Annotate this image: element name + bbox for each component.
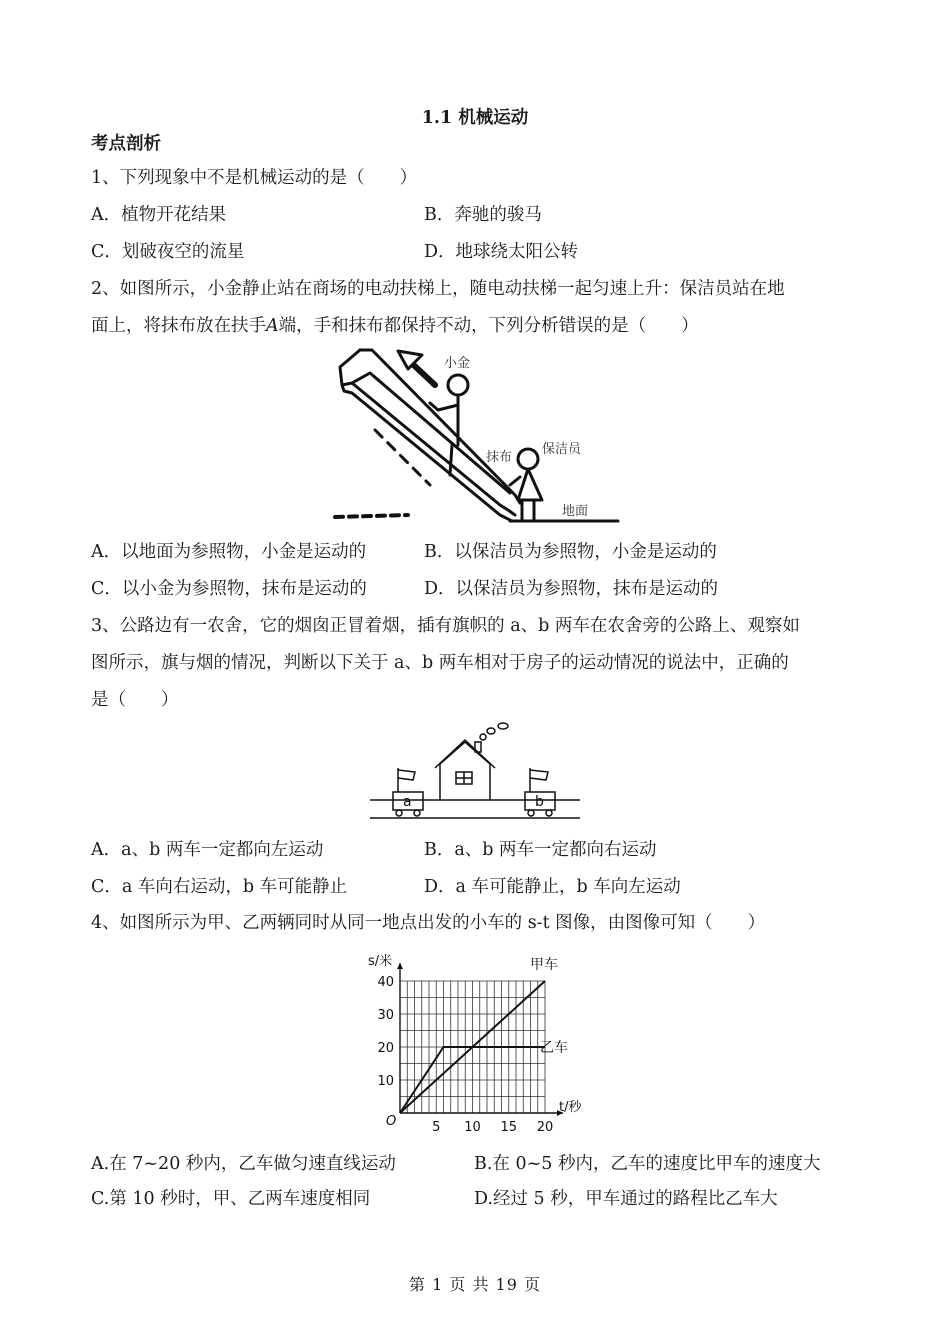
y-tick-label: 30 xyxy=(377,1008,394,1023)
house-window-frame xyxy=(456,772,472,784)
car-a-flag xyxy=(398,770,415,780)
q3-option-c: C．a 车向右运动，b 车可能静止 xyxy=(91,877,348,897)
dashed-guide-2 xyxy=(335,515,408,517)
house-cars-figure xyxy=(365,720,585,825)
car-b-flag xyxy=(530,770,548,780)
car-a-label: a xyxy=(403,794,412,810)
q3-option-a: A．a、b 两车一定都向左运动 xyxy=(91,840,324,860)
y-tick-label: 20 xyxy=(377,1041,394,1056)
person-head xyxy=(448,375,468,395)
series-label: 甲车 xyxy=(530,957,558,973)
series-label: 乙车 xyxy=(540,1040,568,1056)
car-a-wheel-1 xyxy=(396,810,402,816)
q2-stem-text: 面上，将抹布放在扶手 xyxy=(91,316,266,336)
q3-stem-line3: 是（ ） xyxy=(91,690,179,710)
q3-option-b: B．a、b 两车一定都向右运动 xyxy=(424,840,657,860)
escalator-figure xyxy=(330,345,620,525)
q1-option-d: D．地球绕太阳公转 xyxy=(424,242,579,262)
q4-option-b: B.在 0~5 秒内，乙车的速度比甲车的速度大 xyxy=(474,1154,821,1174)
q4-option-d: D.经过 5 秒，甲车通过的路程比乙车大 xyxy=(474,1189,778,1209)
house-body xyxy=(440,742,490,800)
q4-stem: 4、如图所示为甲、乙两辆同时从同一地点出发的小车的 s-t 图像，由图像可知（ ） xyxy=(91,913,766,933)
page-footer: 第 1 页 共 19 页 xyxy=(409,1275,541,1294)
q2-stem-line1: 2、如图所示，小金静止站在商场的电动扶梯上，随电动扶梯一起匀速上升：保洁员站在地 xyxy=(91,279,785,299)
q4-option-a: A.在 7~20 秒内，乙车做匀速直线运动 xyxy=(91,1154,396,1174)
y-axis-label: s/米 xyxy=(368,954,393,969)
q4-option-c: C.第 10 秒时，甲、乙两车速度相同 xyxy=(91,1189,371,1209)
car-b-wheel-2 xyxy=(546,810,552,816)
y-axis-arrow xyxy=(397,963,403,969)
q2-stem-text-end: 端，手和抹布都保持不动，下列分析错误的是（ ） xyxy=(278,316,699,336)
label-person: 小金 xyxy=(444,356,471,371)
label-cloth: 抹布 xyxy=(486,450,513,465)
page-title: 1.1 机械运动 xyxy=(421,108,529,128)
smoke-puff-3 xyxy=(498,723,508,729)
q2-stem-var: A xyxy=(266,316,279,336)
st-chart xyxy=(355,948,595,1138)
handrail-inner xyxy=(352,373,513,493)
x-axis-label: t/秒 xyxy=(559,1100,582,1115)
x-tick-label: 15 xyxy=(500,1120,518,1135)
q3-stem-line2: 图所示，旗与烟的情况，判断以下关于 a、b 两车相对于房子的运动情况的说法中，正确的 xyxy=(91,653,789,673)
dashed-guide-1 xyxy=(375,430,430,485)
q2-option-d: D．以保洁员为参照物，抹布是运动的 xyxy=(424,579,719,599)
q2-stem-line2 xyxy=(91,314,699,338)
section-heading: 考点剖析 xyxy=(91,134,161,154)
q1-option-b: B．奔驰的骏马 xyxy=(424,205,542,225)
y-tick-label: 10 xyxy=(377,1074,394,1089)
y-tick-label: 40 xyxy=(377,975,394,990)
car-a-wheel-2 xyxy=(414,810,420,816)
cleaner-head xyxy=(518,449,538,469)
origin-label: O xyxy=(386,1114,397,1129)
q3-option-d: D．a 车可能静止，b 车向左运动 xyxy=(424,877,681,897)
car-b-label: b xyxy=(535,794,544,810)
q1-stem: 1、下列现象中不是机械运动的是（ ） xyxy=(91,168,418,188)
label-ground: 地面 xyxy=(562,504,589,519)
x-tick-label: 10 xyxy=(464,1120,481,1135)
q1-option-a: A．植物开花结果 xyxy=(91,205,227,225)
q2-option-b: B．以保洁员为参照物，小金是运动的 xyxy=(424,542,717,562)
smoke-puff-2 xyxy=(487,728,495,734)
label-cleaner: 保洁员 xyxy=(542,442,582,457)
q2-option-a: A．以地面为参照物，小金是运动的 xyxy=(91,542,367,562)
smoke-puff-1 xyxy=(480,734,486,740)
house-roof xyxy=(435,740,495,768)
q3-stem-line1: 3、公路边有一农舍，它的烟囱正冒着烟，插有旗帜的 a、b 两车在农舍旁的公路上、观察如 xyxy=(91,616,800,636)
q1-option-c: C．划破夜空的流星 xyxy=(91,242,245,262)
car-b-wheel-1 xyxy=(528,810,534,816)
q2-option-c: C．以小金为参照物，抹布是运动的 xyxy=(91,579,367,599)
x-tick-label: 5 xyxy=(432,1120,441,1135)
x-tick-label: 20 xyxy=(536,1120,554,1135)
